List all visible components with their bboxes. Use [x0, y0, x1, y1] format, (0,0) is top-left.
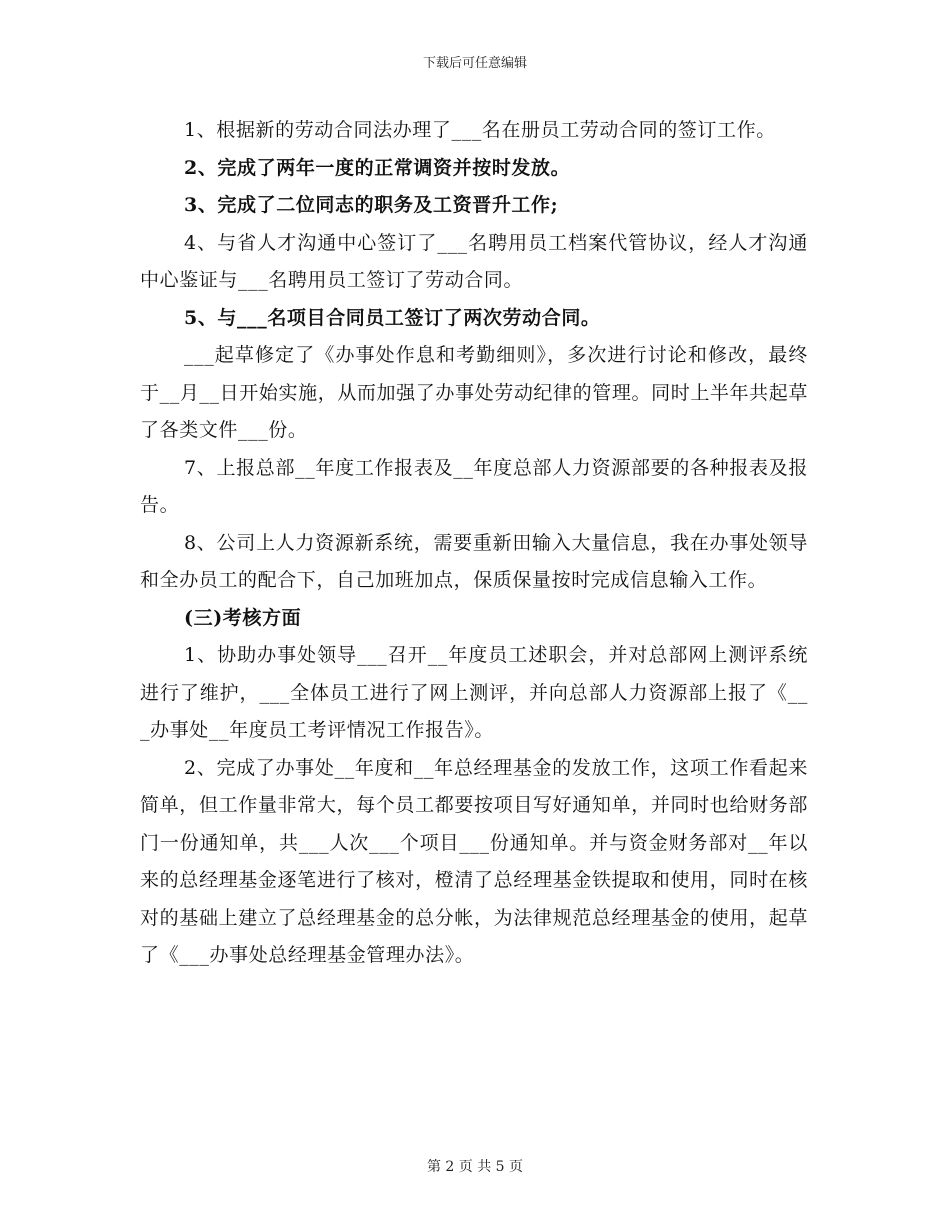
document-body: [140, 112, 808, 975]
paragraph-5: 5、与___名项目合同员工签订了两次劳动合同。: [184, 306, 601, 329]
paragraph-4: 4、与省人才沟通中心签订了___名聘用员工档案代管协议，经人才沟通中心鉴证与___名聘用员工签订了劳动合同。: [140, 231, 808, 291]
section-heading-assessment: (三)考核方面: [184, 606, 302, 629]
paragraph-7: 7、上报总部__年度工作报表及__年度总部人力资源部要的各种报表及报告。: [140, 456, 808, 516]
paragraph-8: 8、公司上人力资源新系统，需要重新田输入大量信息，我在办事处领导和全办员工的配合下，自己加班加点，保质保量按时完成信息输入工作。: [140, 531, 808, 591]
paragraph-1: 1、根据新的劳动合同法办理了___名在册员工劳动合同的签订工作。: [184, 119, 776, 141]
paragraph-9: 1、协助办事处领导___召开__年度员工述职会，并对总部网上测评系统进行了维护，___全体员工进行了网上测评，并向总部人力资源部上报了《___办事处__年度员工考评情况工作报告》。: [140, 644, 808, 741]
page-header: 下载后可任意编辑: [422, 56, 527, 71]
paragraph-3: 3、完成了二位同志的职务及工资晋升工作;: [184, 194, 559, 216]
paragraph-6: ___起草修定了《办事处作息和考勤细则》，多次进行讨论和修改，最终于__月__日开始实施，从而加强了办事处劳动纪律的管理。同时上半年共起草了各类文件___份。: [140, 344, 808, 441]
paragraph-10: 2、完成了办事处__年度和__年总经理基金的发放工作，这项工作看起来简单，但工作量非常大，每个员工都要按项目写好通知单，并同时也给财务部门一份通知单，共___人次___个项目___份通知单。并与资金财务部对__年以来的总经理基金逐笔进行了核对，橙清了总经理基金铁提取和使用，同时在核对的基础上建立了总经理基金的总分帐，为法律规范总经理基金的使用，起草了《___办事处总经理基金管理办法》。: [140, 756, 808, 966]
page-footer: 第 2 页 共 5 页: [426, 1159, 524, 1175]
paragraph-2: 2、完成了两年一度的正常调资并按时发放。: [184, 156, 571, 179]
